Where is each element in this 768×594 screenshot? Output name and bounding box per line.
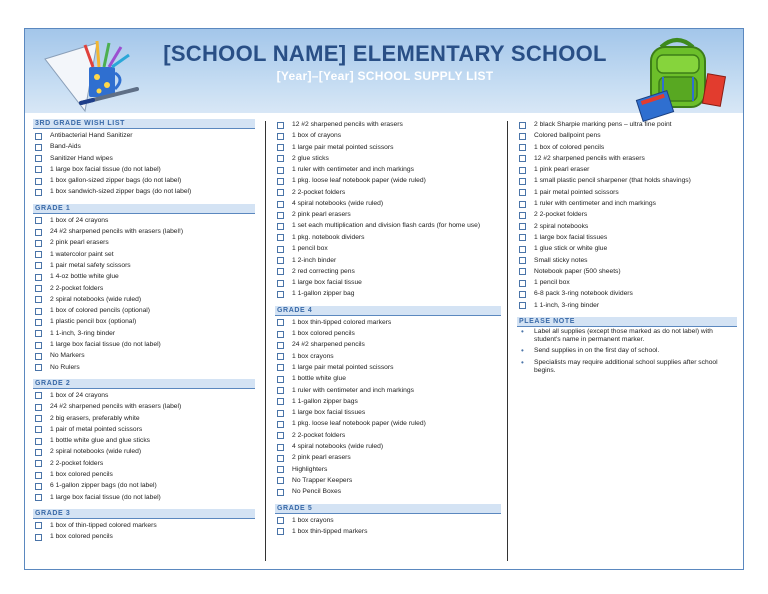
supply-item-label: 1 box thin-tipped colored markers [292, 318, 392, 326]
supply-item-label: 1 ruler with centimeter and inch markings [292, 166, 414, 174]
supply-item [275, 339, 501, 350]
checkbox[interactable] [35, 426, 42, 433]
checkbox[interactable] [277, 268, 284, 275]
checkbox[interactable] [35, 534, 42, 541]
checkbox[interactable] [35, 319, 42, 326]
supply-item-label: 2 red correcting pens [292, 267, 355, 275]
checkbox[interactable] [519, 167, 526, 174]
supply-item-label: 2 pink pearl erasers [292, 211, 351, 219]
supply-item [33, 362, 255, 373]
supply-item-label: 24 #2 sharpened pencils [292, 341, 365, 349]
supply-item-label: 1 4-oz bottle white glue [50, 273, 119, 281]
checkbox[interactable] [35, 296, 42, 303]
supply-item [33, 328, 255, 339]
supply-item-label: No Trapper Keepers [292, 476, 353, 484]
checkbox[interactable] [35, 330, 42, 337]
supply-item-label: 1 ruler with centimeter and inch markings [292, 386, 414, 394]
supply-item [33, 316, 255, 327]
note-text: Send supplies in on the first day of school. [534, 347, 660, 355]
checkbox[interactable] [519, 155, 526, 162]
supply-section [275, 306, 501, 498]
supply-section [33, 119, 255, 198]
checkbox[interactable] [35, 144, 42, 151]
supply-item-label: 1 box of colored pencils (optional) [50, 307, 150, 315]
supply-item-label: 4 spiral notebooks (wide ruled) [292, 200, 384, 208]
checkbox[interactable] [35, 133, 42, 140]
checkbox[interactable] [277, 223, 284, 230]
supply-item-label: 1 watercolor paint set [50, 250, 114, 258]
supply-item [517, 187, 737, 198]
checkbox[interactable] [35, 494, 42, 501]
note-item [517, 347, 737, 355]
supply-item-label: 1 pkg. loose leaf notebook paper (wide ruled) [292, 420, 426, 428]
checkbox[interactable] [519, 212, 526, 219]
supply-item-label: 1 large box facial tissue (do not label) [50, 493, 161, 501]
section-heading: GRADE 3 [33, 509, 255, 519]
checkbox[interactable] [277, 489, 284, 496]
checkbox[interactable] [277, 342, 284, 349]
bullet-icon: • [521, 346, 524, 356]
supply-item [517, 198, 737, 209]
section-heading: GRADE 2 [33, 379, 255, 389]
supply-section [275, 504, 501, 538]
supply-item-label: 1 glue stick or white glue [534, 245, 608, 253]
checkbox[interactable] [277, 353, 284, 360]
supply-item-label: 1 small plastic pencil sharpener (that holds shavings) [534, 176, 691, 184]
supply-item [33, 215, 255, 226]
supply-item-label: Antibacterial Hand Sanitizer [50, 132, 133, 139]
supply-item [33, 350, 255, 361]
checkbox[interactable] [35, 308, 42, 315]
supply-item-label: 1 box thin-tipped markers [292, 527, 368, 535]
supply-item [517, 243, 737, 254]
checkbox[interactable] [277, 234, 284, 241]
checkbox[interactable] [277, 246, 284, 253]
supply-item-label: 1 box of colored pencils [534, 143, 605, 151]
supply-item [275, 475, 501, 486]
supply-item [517, 300, 737, 311]
supply-item-label: No Markers [50, 352, 85, 360]
supply-item [33, 271, 255, 282]
pencil-cup-icon [37, 37, 147, 115]
checkbox[interactable] [35, 404, 42, 411]
column-1 [33, 119, 255, 549]
supply-item-label: Notebook paper (500 sheets) [534, 267, 621, 275]
supply-item [517, 119, 737, 130]
supply-item-label: 1 pair of metal pointed scissors [50, 425, 143, 433]
supply-item-label: 1 large box facial tissue [292, 279, 362, 287]
supply-item-label: 2 2-pocket folders [292, 431, 346, 439]
supply-item-label: 1 box crayons [292, 352, 334, 360]
supply-item-label: 1 large box facial tissues [292, 409, 366, 417]
supply-item-label: 2 2-pocket folders [292, 188, 346, 196]
supply-item [275, 385, 501, 396]
supply-section [33, 509, 255, 543]
checkbox[interactable] [519, 133, 526, 140]
checkbox[interactable] [35, 460, 42, 467]
supply-item [33, 249, 255, 260]
checkbox[interactable] [35, 274, 42, 281]
checkbox[interactable] [277, 387, 284, 394]
checkbox[interactable] [35, 364, 42, 371]
supply-list-page [24, 28, 744, 570]
checkbox[interactable] [519, 268, 526, 275]
supply-item [275, 175, 501, 186]
supply-item [275, 288, 501, 299]
supply-item-label: 1 box of 24 crayons [50, 391, 109, 399]
supply-item [275, 142, 501, 153]
supply-item-label: No Rulers [50, 363, 80, 371]
supply-item [275, 130, 501, 141]
supply-item [517, 277, 737, 288]
checkbox[interactable] [35, 392, 42, 399]
supply-item-label: Highlighters [292, 465, 328, 473]
checkbox[interactable] [277, 444, 284, 451]
supply-item [517, 153, 737, 164]
supply-item-label: 1 large box facial tissue (do not label) [50, 341, 161, 349]
supply-item [33, 531, 255, 542]
page-title: [SCHOOL NAME] ELEMENTARY SCHOOL [163, 41, 607, 66]
note-text: Label all supplies (except those marked as do not label) with student's name in permanent marker. [534, 328, 713, 344]
checkbox[interactable] [35, 342, 42, 349]
supply-item [517, 209, 737, 220]
checkbox[interactable] [277, 432, 284, 439]
supply-item [275, 317, 501, 328]
supply-item [33, 237, 255, 248]
supply-item-label: 12 #2 sharpened pencils with erasers [292, 121, 403, 128]
supply-item-label: 2 pink pearl erasers [292, 454, 351, 462]
supply-item [275, 452, 501, 463]
supply-item-label: 1 pencil box [534, 279, 570, 287]
note-text: Specialists may require additional school supplies after school begins. [534, 358, 718, 374]
checkbox[interactable] [277, 144, 284, 151]
checkbox[interactable] [35, 522, 42, 529]
supply-item-label: 2 2-pocket folders [50, 459, 104, 467]
supply-item [33, 401, 255, 412]
supply-item [275, 119, 501, 130]
page-subtitle: [Year]–[Year] SCHOOL SUPPLY LIST [276, 69, 494, 83]
checkbox[interactable] [277, 455, 284, 462]
supply-item [275, 164, 501, 175]
checkbox[interactable] [277, 466, 284, 473]
supply-item-label: 1 large box facial tissue (do not label) [50, 165, 161, 173]
supply-item [33, 186, 255, 197]
supply-section [517, 119, 737, 311]
supply-item-label: 1 large box facial tissues [534, 233, 608, 241]
checkbox[interactable] [519, 291, 526, 298]
supply-item [275, 328, 501, 339]
supply-item-label: 1 1-inch, 3-ring binder [534, 301, 600, 309]
checkbox[interactable] [35, 415, 42, 422]
supply-item-label: 24 #2 sharpened pencils with erasers (label!) [50, 228, 184, 236]
supply-item [275, 373, 501, 384]
supply-item [275, 526, 501, 537]
supply-item-label: 1 box gallon-sized zipper bags (do not label) [50, 177, 182, 185]
checkbox[interactable] [35, 229, 42, 236]
supply-item [33, 520, 255, 531]
supply-item [275, 418, 501, 429]
checkbox[interactable] [35, 438, 42, 445]
checkbox[interactable] [277, 201, 284, 208]
supply-item-label: 1 box of thin-tipped colored markers [50, 521, 157, 529]
supply-item [33, 480, 255, 491]
supply-item [275, 407, 501, 418]
supply-item-label: 1 pencil box [292, 245, 328, 253]
column-divider [265, 121, 266, 561]
supply-item-label: 2 big erasers, preferably white [50, 414, 140, 422]
supply-item-label: 1 1-gallon zipper bags [292, 397, 358, 405]
checkbox[interactable] [277, 410, 284, 417]
checkbox[interactable] [277, 257, 284, 264]
supply-item [33, 446, 255, 457]
supply-item [275, 515, 501, 526]
checkbox[interactable] [277, 477, 284, 484]
supply-item [517, 221, 737, 232]
supply-item [275, 232, 501, 243]
section-heading: 3RD GRADE WISH LIST [33, 119, 255, 129]
checkbox[interactable] [519, 178, 526, 185]
supply-item-label: 1 box of crayons [292, 132, 342, 140]
checkbox[interactable] [277, 133, 284, 140]
checkbox[interactable] [277, 517, 284, 524]
supply-item-label: 1 pkg. loose leaf notebook paper (wide ruled) [292, 177, 426, 185]
supply-item [517, 142, 737, 153]
supply-item-label: 1 bottle white glue and glue sticks [50, 437, 151, 445]
supply-item [275, 187, 501, 198]
supply-item-label: 1 box colored pencils [50, 471, 113, 479]
supply-item-label: 1 box of 24 crayons [50, 216, 109, 224]
checkbox[interactable] [35, 240, 42, 247]
supply-item [33, 339, 255, 350]
supply-item [275, 266, 501, 277]
supply-item [33, 435, 255, 446]
checkbox[interactable] [277, 376, 284, 383]
checkbox[interactable] [277, 280, 284, 287]
checkbox[interactable] [519, 280, 526, 287]
supply-item-label: 12 #2 sharpened pencils with erasers [534, 154, 645, 162]
supply-item [33, 492, 255, 503]
supply-item-label: 1 large pair metal pointed scissors [292, 143, 394, 151]
supply-item [275, 464, 501, 475]
supply-item [275, 277, 501, 288]
supply-item-label: 2 spiral notebooks (wide ruled) [50, 295, 142, 303]
supply-item [33, 424, 255, 435]
checkbox[interactable] [35, 483, 42, 490]
supply-section [275, 119, 501, 300]
checkbox[interactable] [35, 449, 42, 456]
supply-item-label: 1 ruler with centimeter and inch markings [534, 200, 656, 208]
supply-item [33, 141, 255, 152]
section-heading: GRADE 1 [33, 204, 255, 214]
supply-item [275, 430, 501, 441]
supply-item-label: 2 glue sticks [292, 154, 329, 162]
supply-item [517, 288, 737, 299]
bullet-icon: • [521, 327, 524, 337]
checkbox[interactable] [519, 144, 526, 151]
supply-item [275, 255, 501, 266]
supply-item [33, 283, 255, 294]
note-item [517, 359, 737, 375]
supply-item-label: 2 spiral notebooks [534, 222, 589, 230]
bullet-icon: • [521, 357, 524, 367]
supply-item [33, 458, 255, 469]
supply-item-label: 1 1-inch, 3-ring binder [50, 329, 116, 337]
supply-section [33, 379, 255, 503]
checkbox[interactable] [277, 291, 284, 298]
supply-item [33, 175, 255, 186]
checkbox[interactable] [35, 251, 42, 258]
supply-item-label: 1 pink pearl eraser [534, 166, 590, 174]
supply-item [517, 255, 737, 266]
column-2 [275, 119, 501, 543]
checkbox[interactable] [277, 421, 284, 428]
header-banner [25, 29, 743, 113]
supply-item-label: 2 spiral notebooks (wide ruled) [50, 448, 142, 456]
section-heading: GRADE 4 [275, 306, 501, 316]
supply-item [517, 232, 737, 243]
supply-item-label: 2 black Sharpie marking pens – ultra fine point [534, 121, 672, 128]
checkbox[interactable] [277, 212, 284, 219]
supply-item [517, 164, 737, 175]
supply-section [33, 204, 255, 373]
supply-item [33, 164, 255, 175]
supply-item-label: 1 pair metal pointed scissors [534, 188, 619, 196]
supply-item-label: 2 2-pocket folders [50, 284, 104, 292]
supply-item-label: 4 spiral notebooks (wide ruled) [292, 443, 384, 451]
checkbox[interactable] [35, 189, 42, 196]
checkbox[interactable] [277, 331, 284, 338]
checkbox[interactable] [35, 155, 42, 162]
checkbox[interactable] [35, 262, 42, 269]
supply-item-label: 1 bottle white glue [292, 375, 346, 383]
checkbox[interactable] [519, 302, 526, 309]
supply-item-label: 1 pkg. notebook dividers [292, 233, 365, 241]
supply-item [33, 390, 255, 401]
supply-item-label: Sanitizer Hand wipes [50, 154, 113, 162]
supply-item [275, 396, 501, 407]
checkbox[interactable] [35, 353, 42, 360]
supply-item [275, 209, 501, 220]
section-heading: PLEASE NOTE [517, 317, 737, 327]
supply-item-label: 24 #2 sharpened pencils with erasers (label) [50, 403, 182, 411]
supply-item [275, 198, 501, 209]
supply-item [33, 260, 255, 271]
column-divider [507, 121, 508, 561]
column-3 [517, 119, 737, 381]
supply-item [33, 130, 255, 141]
supply-item [275, 221, 501, 232]
supply-item [33, 153, 255, 164]
checkbox[interactable] [519, 257, 526, 264]
checkbox[interactable] [277, 189, 284, 196]
supply-item [33, 294, 255, 305]
checkbox[interactable] [277, 364, 284, 371]
checkbox[interactable] [277, 122, 284, 129]
section-heading: GRADE 5 [275, 504, 501, 514]
supply-item-label: 1 1-gallon zipper bag [292, 290, 355, 298]
supply-item [275, 243, 501, 254]
checkbox[interactable] [35, 166, 42, 173]
supply-item [33, 469, 255, 480]
supply-item-label: 1 pair metal safety scissors [50, 261, 131, 269]
checkbox[interactable] [35, 217, 42, 224]
supply-item [33, 413, 255, 424]
supply-item-label: 1 plastic pencil box (optional) [50, 318, 137, 326]
supply-item [275, 351, 501, 362]
checkbox[interactable] [277, 167, 284, 174]
supply-item [33, 305, 255, 316]
supply-item [517, 130, 737, 141]
checkbox[interactable] [35, 178, 42, 185]
supply-item-label: 6 1-gallon zipper bags (do not label) [50, 482, 157, 490]
checkbox[interactable] [277, 155, 284, 162]
checkbox[interactable] [519, 223, 526, 230]
supply-item-label: Colored ballpoint pens [534, 132, 601, 140]
supply-item [517, 175, 737, 186]
checkbox[interactable] [277, 319, 284, 326]
supply-item-label: 1 2-inch binder [292, 256, 337, 264]
checkbox[interactable] [35, 285, 42, 292]
note-item [517, 328, 737, 344]
supply-item [275, 441, 501, 452]
supply-item [275, 362, 501, 373]
checkbox[interactable] [277, 528, 284, 535]
supply-item-label: 6-8 pack 3-ring notebook dividers [534, 290, 633, 298]
supply-item [275, 153, 501, 164]
backpack-icon [613, 33, 733, 123]
supply-item-label: 1 box sandwich-sized zipper bags (do not label) [50, 188, 192, 196]
supply-item-label: 2 2-pocket folders [534, 211, 588, 219]
supply-item-label: 1 box colored pencils [292, 330, 355, 338]
supply-item [275, 486, 501, 497]
supply-item-label: 1 set each multiplication and division flash cards (for home use) [292, 222, 481, 230]
checkbox[interactable] [519, 234, 526, 241]
supply-item-label: Small sticky notes [534, 256, 588, 264]
supply-item [33, 226, 255, 237]
supply-item-label: Band-Aids [50, 143, 81, 151]
supply-item-label: 1 box colored pencils [50, 533, 113, 541]
supply-item-label: 2 pink pearl erasers [50, 239, 109, 247]
checkbox[interactable] [35, 472, 42, 479]
supply-item [517, 266, 737, 277]
checkbox[interactable] [519, 201, 526, 208]
supply-section [517, 317, 737, 375]
checkbox[interactable] [277, 398, 284, 405]
checkbox[interactable] [519, 189, 526, 196]
checkbox[interactable] [277, 178, 284, 185]
checkbox[interactable] [519, 246, 526, 253]
supply-item-label: No Pencil Boxes [292, 488, 342, 496]
supply-item-label: 1 box crayons [292, 516, 334, 524]
checkbox[interactable] [519, 122, 526, 129]
supply-item-label: 1 large pair metal pointed scissors [292, 363, 394, 371]
